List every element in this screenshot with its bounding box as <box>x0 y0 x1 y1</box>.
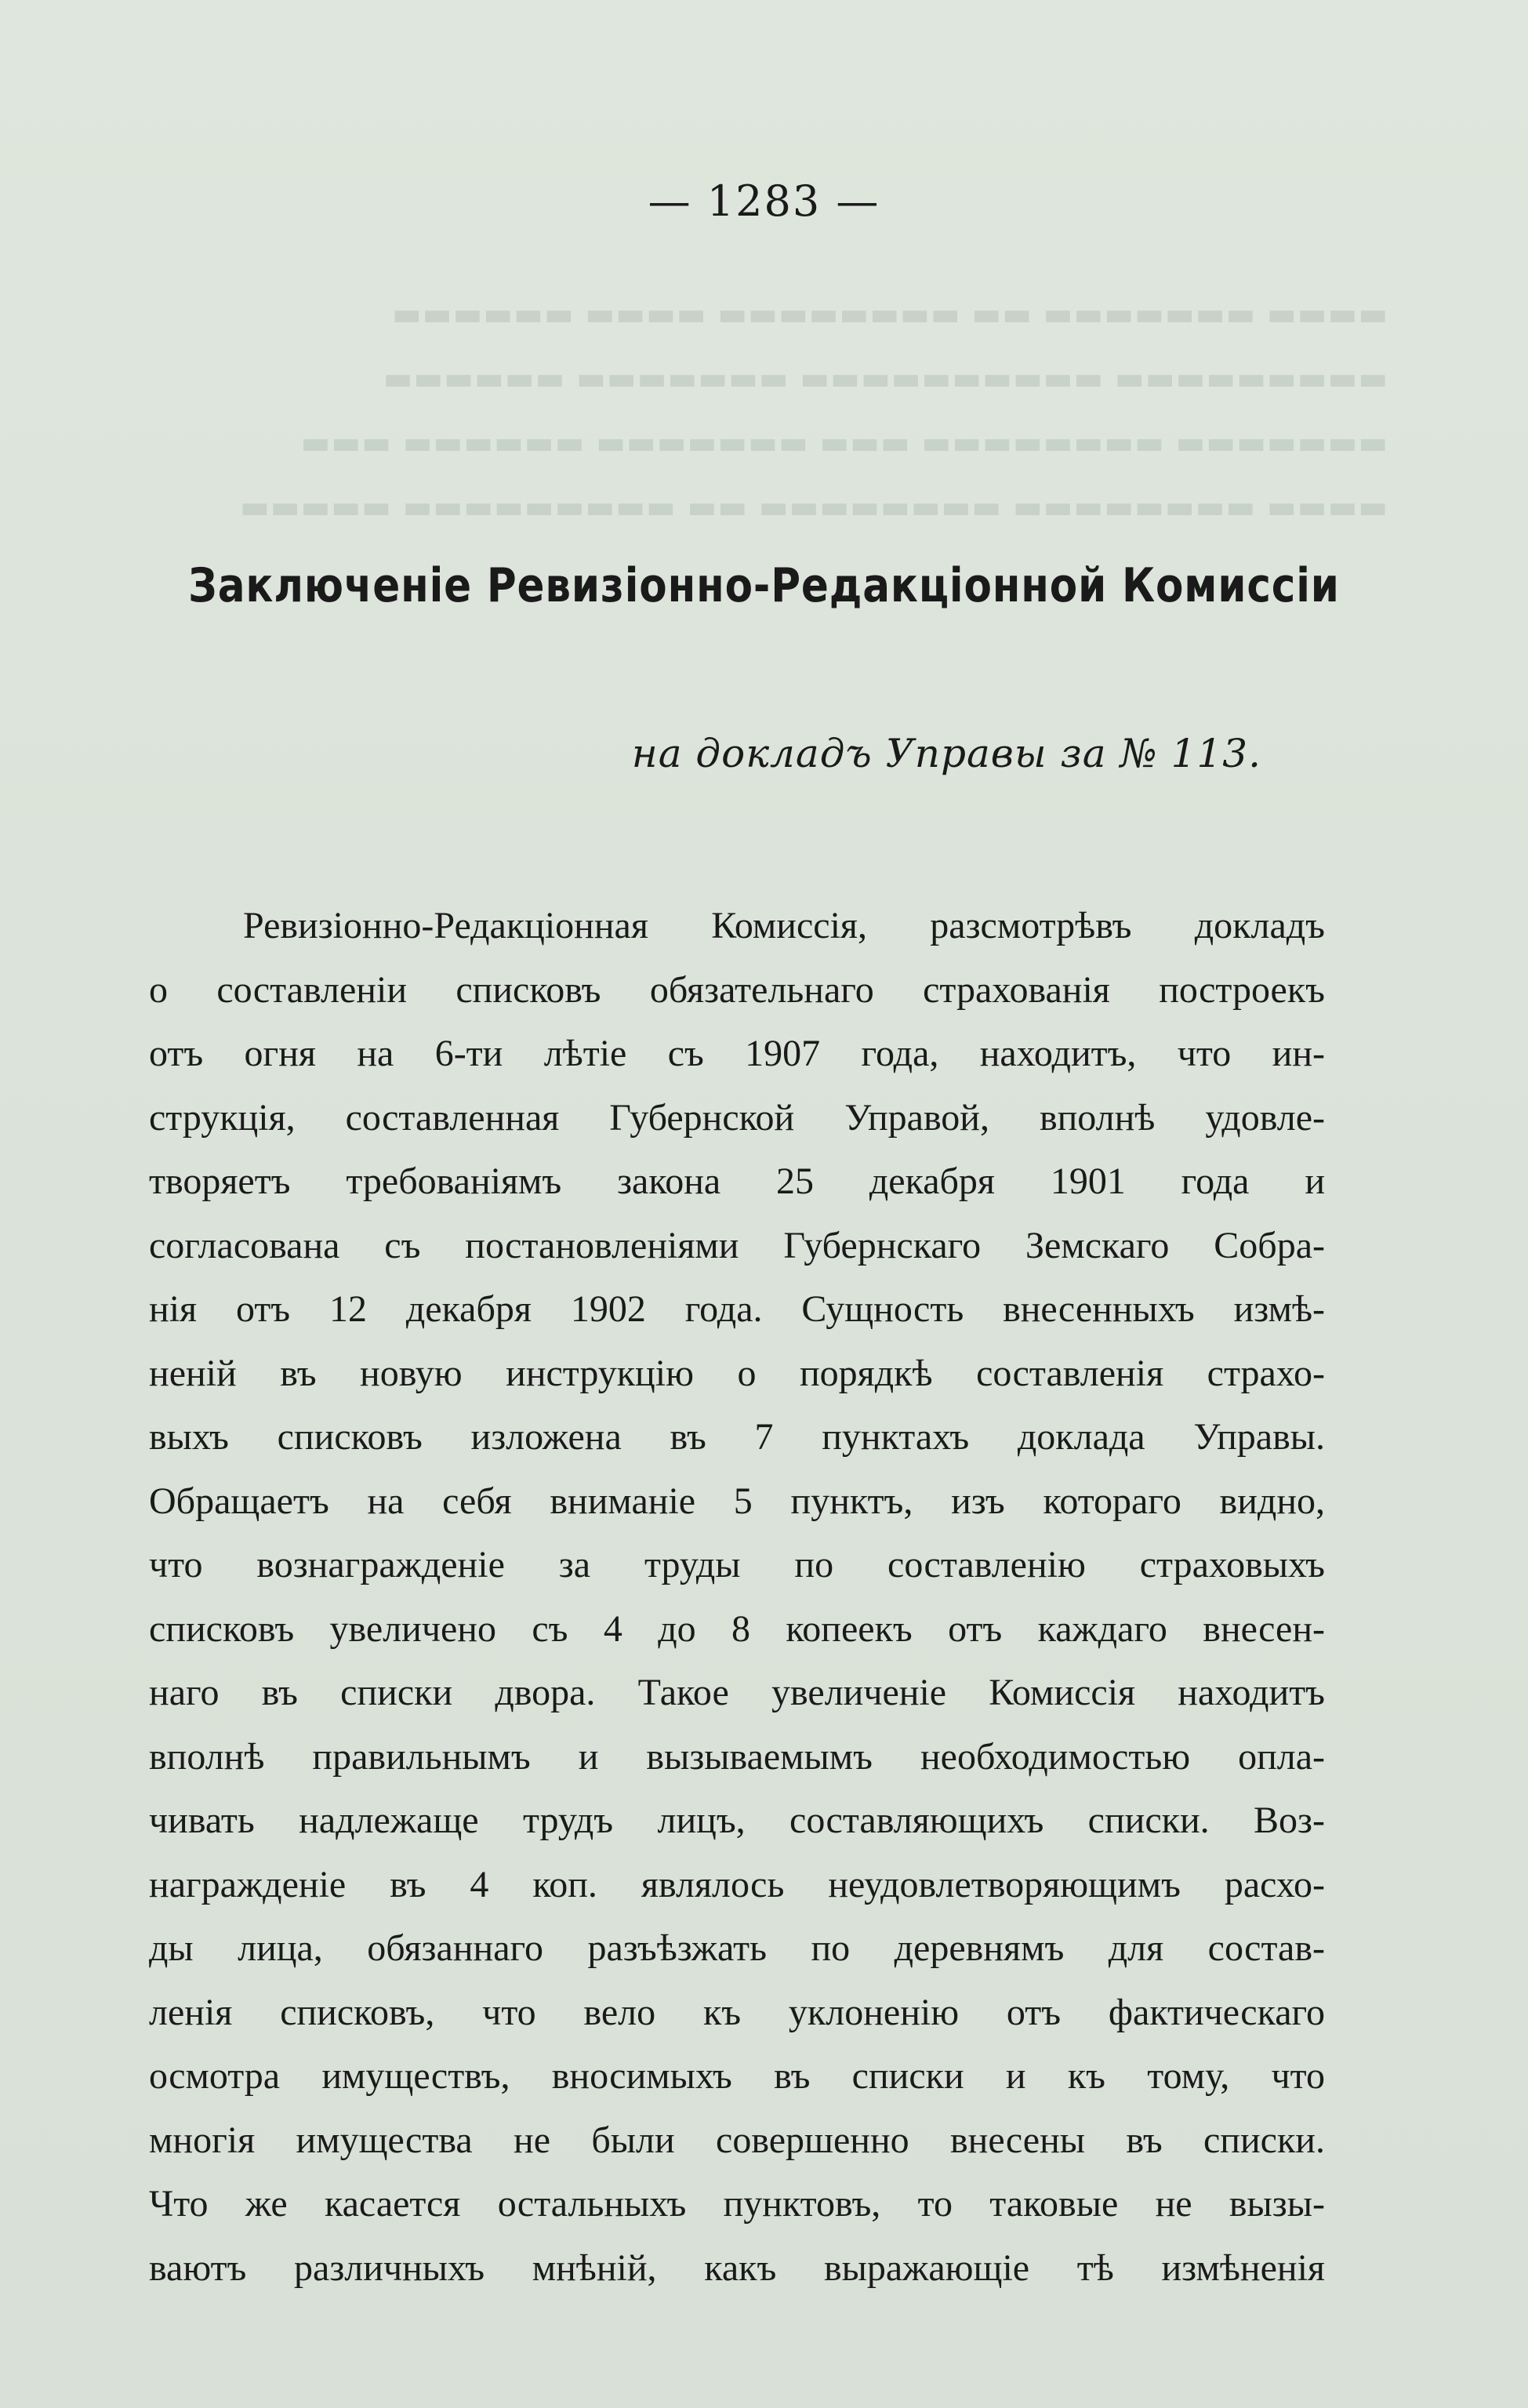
text-line: струкція, составленная Губернской Управой, вполнѣ удовле- <box>149 1096 1325 1139</box>
text-line: награжденіе въ 4 коп. являлось неудовлетворяющимъ расхо- <box>149 1863 1325 1905</box>
text-line: осмотра имуществъ, вносимыхъ въ списки и къ тому, что <box>149 2055 1325 2097</box>
text-line: согласована съ постановленіями Губернскаго Земскаго Собра- <box>149 1224 1325 1266</box>
text-line: что вознагражденіе за труды по составленію страховыхъ <box>149 1544 1325 1585</box>
text-line: Что же касается остальныхъ пунктовъ, то таковые не вызы- <box>149 2183 1325 2225</box>
text-line: Ревизіонно-Редакціонная Комиссія, разсмотрѣвъ докладъ <box>243 905 1325 946</box>
document-subtitle: на докладъ Управы за № 113. <box>631 731 1261 776</box>
text-line: наго въ списки двора. Такое увеличеніе Комиссія находитъ <box>149 1672 1325 1713</box>
text-line: чивать надлежаще трудъ лицъ, составляющихъ списки. Воз- <box>149 1800 1325 1841</box>
bleed-through-texture: ▬▬▬▬ ▬▬▬▬▬▬▬ ▬▬ ▬▬▬▬▬▬▬▬ ▬▬▬▬ ▬▬▬▬▬▬ ▬▬▬▬▬▬▬▬▬ ▬▬▬▬▬▬▬▬▬▬ ▬▬▬▬▬▬▬ ▬▬▬▬▬▬ ▬▬▬▬▬▬▬ ▬▬▬▬▬▬▬▬ ▬▬▬ ▬▬▬▬▬▬▬ ▬▬▬▬▬▬ ▬▬▬ ▬▬▬▬ ▬▬▬▬▬▬▬▬ ▬▬▬▬▬▬▬▬ ▬▬ ▬▬▬▬▬▬▬▬▬ ▬▬▬▬▬ <box>238 296 1388 525</box>
text-line: вполнѣ правильнымъ и вызываемымъ необходимостью опла- <box>149 1735 1325 1778</box>
text-line: списковъ увеличено съ 4 до 8 копеекъ отъ каждаго внесен- <box>149 1607 1325 1650</box>
text-line: ды лица, обязаннаго разъѣзжать по деревнямъ для состав- <box>149 1927 1325 1969</box>
text-line: нія отъ 12 декабря 1902 года. Сущность внесенныхъ измѣ- <box>149 1288 1325 1330</box>
page-number: — 1283 — <box>648 176 880 226</box>
text-line: выхъ списковъ изложена въ 7 пунктахъ доклада Управы. <box>149 1416 1325 1458</box>
text-line: Обращаетъ на себя вниманіе 5 пунктъ, изъ котораго видно, <box>149 1480 1325 1522</box>
text-line: творяетъ требованіямъ закона 25 декабря 1901 года и <box>149 1160 1325 1202</box>
text-line: ленія списковъ, что вело къ уклоненію отъ фактическаго <box>149 1991 1325 2033</box>
text-line: отъ огня на 6-ти лѣтіе съ 1907 года, находитъ, что ин- <box>149 1033 1325 1074</box>
text-line: о составленіи списковъ обязательнаго страхованія построекъ <box>149 968 1325 1011</box>
text-line: неній въ новую инструкцію о порядкѣ составленія страхо- <box>149 1352 1325 1394</box>
text-line: ваютъ различныхъ мнѣній, какъ выражающіе тѣ измѣненія <box>149 2246 1325 2289</box>
body-paragraph <box>149 894 1325 2300</box>
text-line: многія имущества не были совершенно внесены въ списки. <box>149 2119 1325 2161</box>
document-title: Заключеніе Ревизіонно-Редакціонной Комиссіи <box>188 558 1340 613</box>
